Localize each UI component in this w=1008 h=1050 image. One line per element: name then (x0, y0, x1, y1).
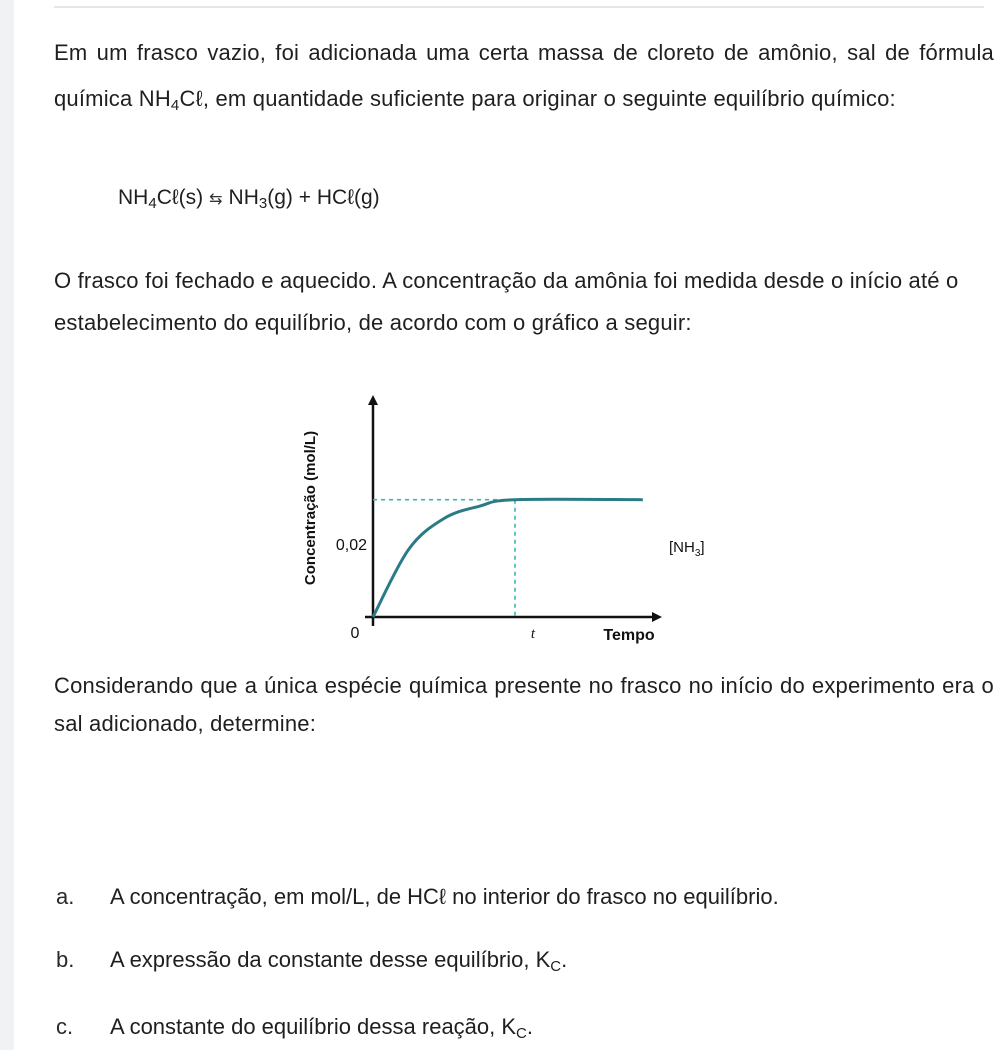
origin-label: 0 (350, 625, 360, 642)
series-label: $[NH_3]$ (669, 539, 705, 559)
list-item-text: A expressão da constante desse equilíbrio, $K_C$. (110, 947, 568, 975)
left-margin-strip (0, 0, 14, 1050)
nh3-curve (373, 499, 643, 617)
intro-paragraph: Em um frasco vazio, foi adicionada uma certa massa de cloreto de amônio, sal de fórmula química NH4Cℓ, em quantidade suficiente para originar o seguinte equilíbrio químico: (54, 40, 994, 114)
list-item-text: A concentração, em mol/L, de HCℓ no interior do frasco no equilíbrio. (110, 884, 779, 909)
list-marker: b. (56, 947, 75, 972)
chemical-equation: $NH_4C\ell(s)$ ⇆ $NH_3(g)$ + HCℓ(g) (118, 186, 380, 212)
question-paragraph: Considerando que a única espécie química presente no frasco no início do experimento era o sal adicionado, determine: (54, 673, 994, 736)
description-paragraph: O frasco foi fechado e aquecido. A concentração da amônia foi medida desde o início até o estabelecimento do equilíbrio, de acordo com o gráfico a seguir: (54, 268, 959, 335)
list-marker: a. (56, 884, 75, 909)
y-tick-label: 0,02 (335, 537, 367, 554)
x-tick-label: t (530, 626, 536, 642)
list-marker: c. (56, 1014, 74, 1039)
concentration-chart (285, 390, 705, 655)
y-axis-label: Concentração (mol/L) (302, 430, 319, 586)
x-axis-label: Tempo (603, 627, 655, 644)
equilibrium-arrows-icon: ⇆ (209, 191, 223, 208)
top-divider (54, 6, 984, 8)
list-item-text: A constante do equilíbrio dessa reação, $K_C$. (110, 1014, 534, 1042)
